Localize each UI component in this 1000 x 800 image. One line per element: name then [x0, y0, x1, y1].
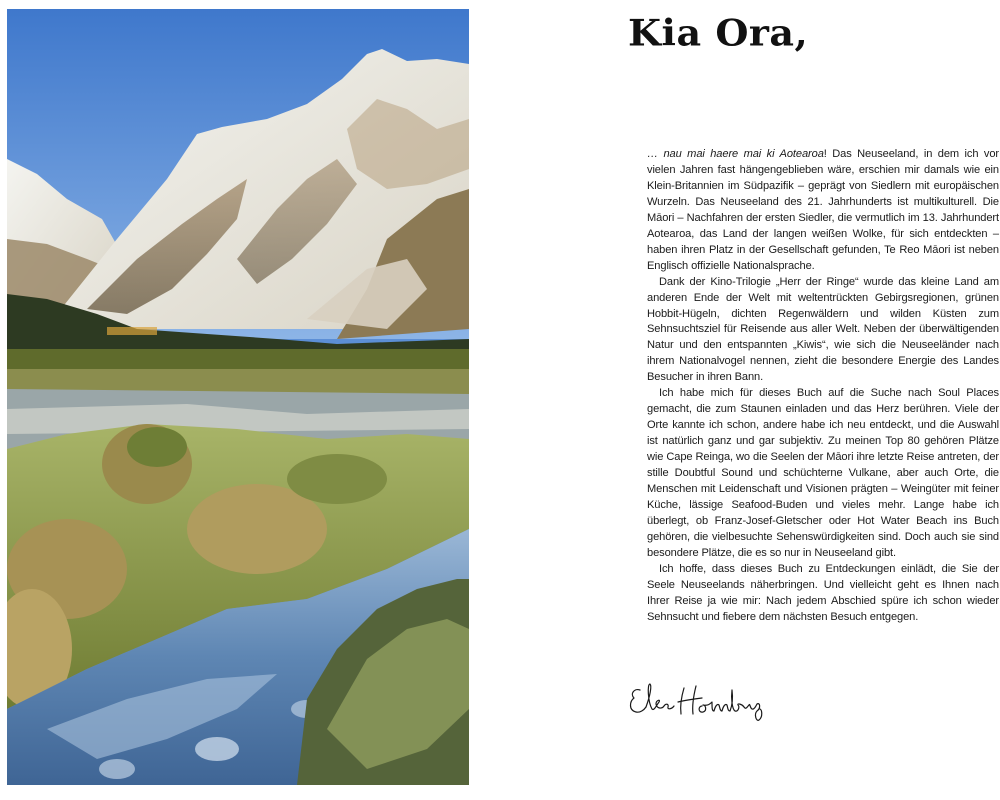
- paragraph: Dank der Kino-Trilogie „Herr der Ringe“ wurde das kleine Land am anderen Ende der Welt mit weltentrückten Gebirgsregionen, grünen Hobbit-Hügeln, dichten Regenwäldern und wilden Küsten zum Sehnsuchtsziel für Reisende aus aller Welt. Neben der überwältigenden Natur und den entspannten „Kiwis“, wie sich die Neuseeländer nach ihrem Nationalvogel nennen, zieht die besondere Energie des Landes Besucher in ihren Bann.: [647, 275, 999, 384]
- paragraph: [647, 147, 999, 275]
- handwritten-signature: [626, 676, 776, 726]
- mountain-landscape-photo: [7, 9, 469, 785]
- body-text: [647, 147, 999, 626]
- paragraph-text: ! Das Neuseeland, in dem ich vor vielen Jahren fast hängengeblieben wäre, erschien mir damals wie ein Klein-Britannien im Südpazifik – geprägt von Siedlern mit europäischen Wurzeln. Das Neuseeland des 21. Jahrhunderts ist multikulturell. Die Māori – Nachfahren der ersten Siedler, die vermutlich im 13. Jahrhundert Aotearoa, das Land der langen weißen Wolke, für sich entdeckten – haben ihren Platz in der Gesellschaft gefunden, Te Reo Māori ist neben Englisch offizielle Nationalsprache.: [647, 148, 999, 272]
- paragraph: Ich habe mich für dieses Buch auf die Suche nach Soul Places gemacht, die zum Staunen einladen und das Herz berühren. Viele der Orte kannte ich schon, andere habe ich neu entdeckt, und die Auswahl ist natürlich ganz und gar subjektiv. Zu meinen Top 80 gehören Plätze wie Cape Reinga, wo die Seelen der Māori ihre letzte Reise antreten, der stille Doubtful Sound und schüchterne Vulkane, aber auch Orte, die Menschen mit Leidenschaft und Visionen prägten – Weingüter mit feiner Küche, lässige Seafood-Buden und vieles mehr. Lange habe ich überlegt, ob Franz-Josef-Gletscher oder Hot Water Beach ins Buch gehören, die vielbesuchte Sehenswürdigkeiten sind. Doch auch sie sind besondere Plätze, die es so nur in Neuseeland gibt.: [647, 387, 999, 559]
- paragraph: Ich hoffe, dass dieses Buch zu Entdeckungen einlädt, die Sie der Seele Neuseelands näherbringen. Und vielleicht geht es Ihnen nach Ihrer Reise ja wie mir: Nach jedem Abschied spüre ich schon wieder Sehnsucht und fiebere dem nächsten Besuch entgegen.: [647, 562, 999, 623]
- intro-italic: … nau mai haere mai ki Aotearoa: [647, 148, 824, 160]
- page-title: Kia Ora,: [628, 10, 809, 55]
